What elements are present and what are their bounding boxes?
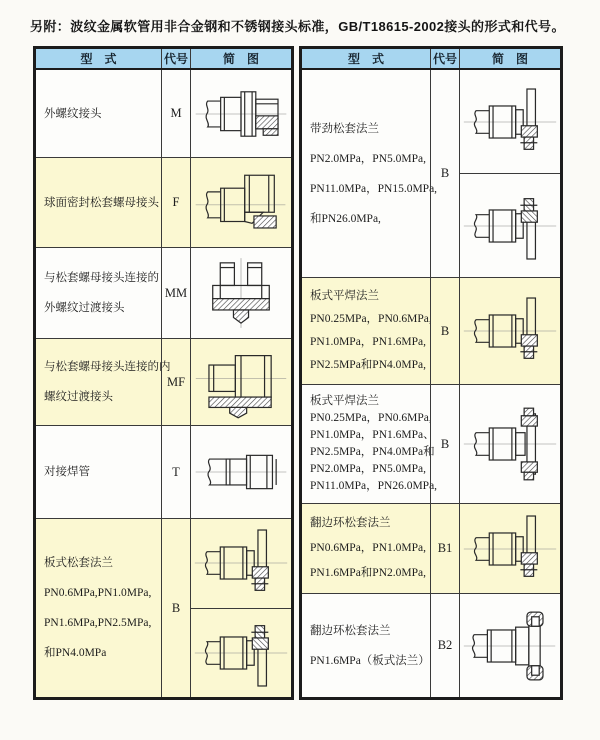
table-row [302,70,560,278]
diagram [191,339,291,425]
diagram-cell [460,504,560,593]
type-text-line: 板式平焊法兰 [310,395,379,407]
code-cell: B1 [430,504,460,593]
right-table [299,46,563,700]
code-cell: T [161,426,191,518]
butt-weld-pipe-icon [192,435,290,509]
table-row [36,158,291,248]
header-diagram: 简 图 [491,52,528,66]
type-text-line: PN0.25MPa，PN0.6MPa, [310,412,432,424]
type-text-line: PN0.6MPa，PN1.0MPa, [310,542,426,554]
type-cell [36,70,161,157]
diagram-cell [191,426,291,518]
table-header-row [36,49,291,70]
type-text-line: 球面密封松套螺母接头 [44,196,159,209]
type-text-line: PN2.0MPa，PN5.0MPa, [310,152,426,165]
flange-up-icon [192,525,290,601]
flange-down-icon [461,188,559,264]
diagram [460,173,560,277]
type-text-line: PN1.0MPa，PN1.6MPa、 [310,429,435,441]
diagram [460,385,560,503]
type-text-line: 外螺纹接头 [44,107,102,120]
flange-both-icon [461,406,559,482]
code-cell: B [430,278,460,384]
type-cell [36,426,161,518]
type-text-line: 螺纹过渡接头 [44,391,113,403]
table-row [36,339,291,426]
diagram-cell [191,519,291,697]
male-thread-fitting-icon [192,77,290,151]
type-cell [36,158,161,247]
type-text-line: 与松套螺母接头连接的 [44,272,159,284]
type-text-line: 翻边环松套法兰 [310,517,391,529]
diagram-cell [191,70,291,157]
flange-up-icon [461,293,559,369]
table-row [36,519,291,697]
diagram-cell [460,594,560,697]
type-text-line: 和PN4.0MPa [44,647,107,659]
diagram [460,504,560,593]
type-text-line: PN1.0MPa，PN1.6MPa, [310,336,426,348]
type-text-line: 对接焊管 [44,466,90,478]
flange-up-icon [461,84,559,160]
flange-up-icon [461,511,559,587]
type-text-line: PN1.6MPa（板式法兰） [310,654,430,667]
type-text-line: PN0.6MPa,PN1.0MPa, [44,587,152,599]
diagram [191,70,291,157]
diagram [191,426,291,518]
type-text-line: 外螺纹过渡接头 [44,302,125,314]
code-cell: MF [161,339,191,425]
diagram [460,278,560,384]
table-row [302,504,560,594]
table-row [302,278,560,385]
type-cell [36,248,161,338]
diagram-cell [460,278,560,384]
fitting-tables [33,46,563,700]
table-header-row [302,49,560,70]
page-title: 另附：波纹金属软管用非合金钢和不锈钢接头标准，GB/T18615-2002接头的形式和代号。 [30,19,565,34]
diagram [191,519,291,608]
type-cell [36,519,161,697]
loose-nut-fitting-icon [192,166,290,240]
table-row [36,426,291,519]
type-text-line: PN0.25MPa，PN0.6MPa, [310,313,432,325]
code-cell: MM [161,248,191,338]
type-text-line: PN2.5MPa和PN4.0MPa, [310,359,426,371]
diagram-cell [460,70,560,277]
header-code: 代号 [161,49,191,68]
type-text-line: 带劲松套法兰 [310,122,379,135]
union-mm-fitting-icon [192,255,290,331]
diagram [191,248,291,338]
type-text-line: PN2.5MPa，PN4.0MPa和 [310,446,435,458]
type-text-line: 和PN26.0MPa, [310,212,381,225]
code-cell: B [430,385,460,503]
type-cell [36,339,171,425]
type-text-line: 板式松套法兰 [44,557,113,569]
type-text-line: PN1.6MPa和PN2.0MPa, [310,567,426,579]
type-cell [302,70,438,277]
diagram [191,158,291,247]
type-text-line: PN11.0MPa，PN15.0MPa, [310,182,438,195]
type-text-line: PN2.0MPa，PN5.0MPa, [310,463,426,475]
diagram [460,70,560,173]
type-cell [302,594,430,697]
type-text-line: 与松套螺母接头连接的内 [44,361,171,373]
code-cell: B [161,519,191,697]
left-table [33,46,294,700]
code-cell: M [161,70,191,157]
diagram-cell [191,339,291,425]
header-type: 型 式 [80,52,117,66]
diagram [191,608,291,698]
lap-flange-icon [461,608,559,684]
diagram [460,594,560,697]
flange-down-icon [192,615,290,691]
diagram-cell [191,158,291,247]
type-text-line: 翻边环松套法兰 [310,624,391,637]
diagram-cell [460,385,560,503]
diagram-cell [191,248,291,338]
union-mf-fitting-icon [192,344,290,420]
code-cell: B2 [430,594,460,697]
type-cell [302,278,430,384]
type-text-line: PN1.6MPa,PN2.5MPa, [44,617,152,629]
header-type: 型 式 [347,52,384,66]
header-code: 代号 [430,49,460,68]
type-cell [302,504,430,593]
header-diagram: 简 图 [222,52,259,66]
type-text-line: PN11.0MPa，PN26.0MPa, [310,480,438,492]
type-cell [302,385,438,503]
table-row [36,248,291,339]
code-cell: F [161,158,191,247]
code-cell: B [430,70,460,277]
table-row [36,70,291,158]
table-row [302,594,560,697]
type-text-line: 板式平焊法兰 [310,290,379,302]
table-row [302,385,560,504]
